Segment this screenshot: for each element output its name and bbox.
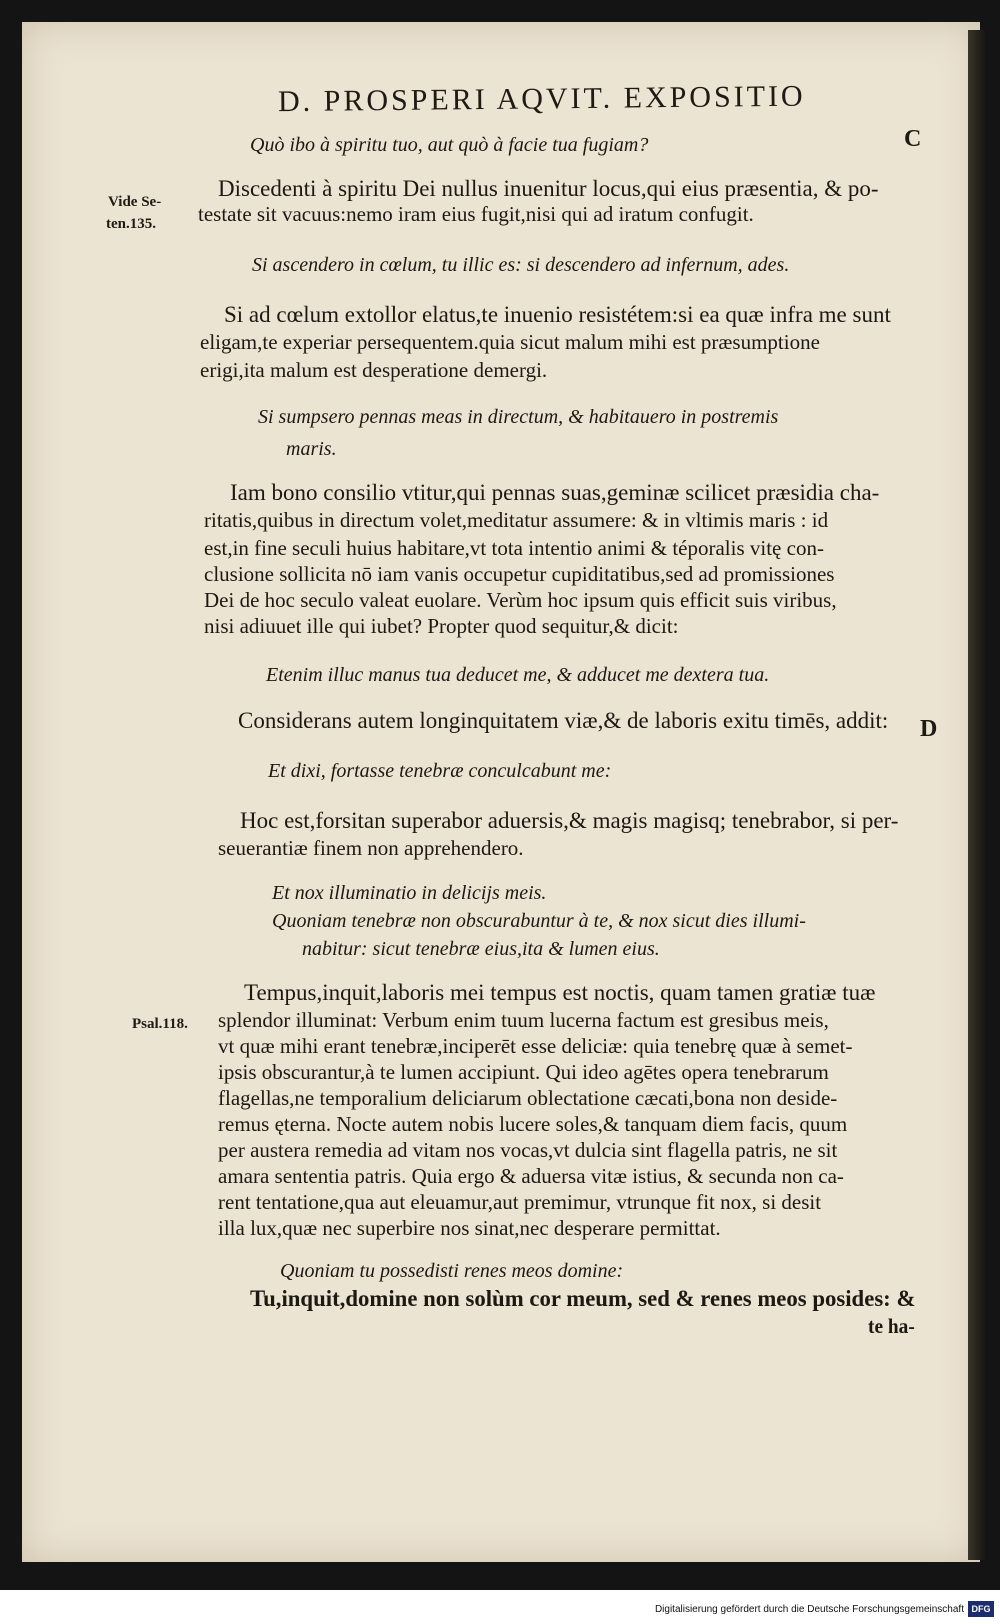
catchword: te ha- — [868, 1314, 915, 1338]
text-line: remus ęterna. Nocte autem nobis lucere soles,& tanquam diem facis, quum — [218, 1112, 848, 1136]
text-line: erigi,ita malum est desperatione demergi. — [200, 358, 548, 382]
text-line: rent tentatione,qua aut eleuamur,aut premimur, vtrunque fit nox, si desit — [218, 1190, 822, 1214]
text-line: Dei de hoc seculo valeat euolare. Verùm hoc ipsum quis efficit suis viribus, — [204, 588, 837, 612]
section-marker-c: C — [904, 126, 922, 152]
text-line: splendor illuminat: Verbum enim tuum lucerna factum est gresibus meis, — [218, 1008, 829, 1032]
footer-credit: Digitalisierung gefördert durch die Deutsche Forschungsgemeinschaft — [654, 1604, 964, 1615]
text-line: Iam bono consilio vtitur,qui pennas suas,geminæ scilicet præsidia cha- — [230, 480, 880, 505]
text-line: Considerans autem longinquitatem viæ,& de laboris exitu timēs, addit: — [238, 708, 889, 733]
text-line: Si sumpsero pennas meas in directum, & habitauero in postremis — [258, 406, 779, 428]
text-line: nabitur: sicut tenebræ eius,ita & lumen eius. — [302, 938, 660, 960]
text-line: Quò ibo à spiritu tuo, aut quò à facie tua fugiam? — [250, 134, 649, 156]
page-edge — [968, 30, 988, 1560]
text-line: Et nox illuminatio in delicijs meis. — [272, 882, 547, 904]
text-line: Quoniam tenebræ non obscurabuntur à te, & nox sicut dies illumi- — [272, 910, 806, 932]
text-line: Si ad cœlum extollor elatus,te inuenio resistétem:si ea quæ infra me sunt — [224, 302, 891, 327]
text-line: eligam,te experiar persequentem.quia sicut malum mihi est præsumptione — [200, 330, 820, 354]
text-line: per austera remedia ad vitam nos vocas,vt dulcia sint flagella patris, ne sit — [218, 1138, 838, 1162]
text-line: nisi adiuuet ille qui iubet? Propter quod sequitur,& dicit: — [204, 614, 679, 638]
margin-note-vide-1: Vide Se- — [108, 194, 162, 210]
text-line: vt quæ mihi erant tenebræ,inciperēt esse deliciæ: quia tenebrę quæ à semet- — [218, 1034, 853, 1058]
text-line: maris. — [286, 438, 337, 460]
text-line: Si ascendero in cœlum, tu illic es: si descendero ad infernum, ades. — [252, 254, 790, 276]
text-line: Etenim illuc manus tua deducet me, & adducet me dextera tua. — [266, 664, 770, 686]
margin-note-psal: Psal.118. — [132, 1016, 188, 1032]
dfg-logo: DFG — [968, 1601, 994, 1617]
text-line: Quoniam tu possedisti renes meos domine: — [280, 1260, 624, 1282]
running-head: D. PROSPERI AQVIT. EXPOSITIO — [277, 79, 806, 119]
text-line: ipsis obscurantur,à te lumen accipiunt. Qui ideo agētes opera tenebrarum — [218, 1060, 829, 1084]
text-line: ritatis,quibus in directum volet,meditatur assumere: & in vltimis maris : id — [204, 508, 829, 532]
text-line: Tu,inquit,domine non solùm cor meum, sed & renes meos posides: & — [250, 1286, 916, 1311]
text-line: flagellas,ne temporalium deliciarum oblectatione cæcati,bona non deside- — [218, 1086, 838, 1110]
margin-note-vide-2: ten.135. — [106, 216, 156, 232]
text-line: amara sententia patris. Quia ergo & aduersa vitæ istius, & secunda non ca- — [218, 1164, 844, 1188]
text-line: Discedenti à spiritu Dei nullus inuenitur locus,qui eius præsentia, & po- — [218, 176, 879, 201]
text-line: Hoc est,forsitan superabor aduersis,& magis magisq; tenebrabor, si per- — [240, 808, 899, 833]
text-line: seuerantiæ finem non apprehendero. — [218, 836, 524, 860]
text-line: testate sit vacuus:nemo iram eius fugit,nisi qui ad iratum confugit. — [198, 202, 754, 226]
text-line: illa lux,quæ nec superbire nos sinat,nec desperare permittat. — [218, 1216, 721, 1240]
text-line: est,in fine seculi huius habitare,vt tota intentio animi & téporalis vitę con- — [204, 536, 824, 560]
book-page — [22, 22, 980, 1562]
section-marker-d: D — [920, 716, 938, 742]
text-line: Et dixi, fortasse tenebræ conculcabunt me: — [268, 760, 612, 782]
text-line: Tempus,inquit,laboris mei tempus est noctis, quam tamen gratiæ tuæ — [244, 980, 876, 1005]
text-line: clusione sollicita nō iam vanis occupetur cupiditatibus,sed ad promissiones — [204, 562, 835, 586]
